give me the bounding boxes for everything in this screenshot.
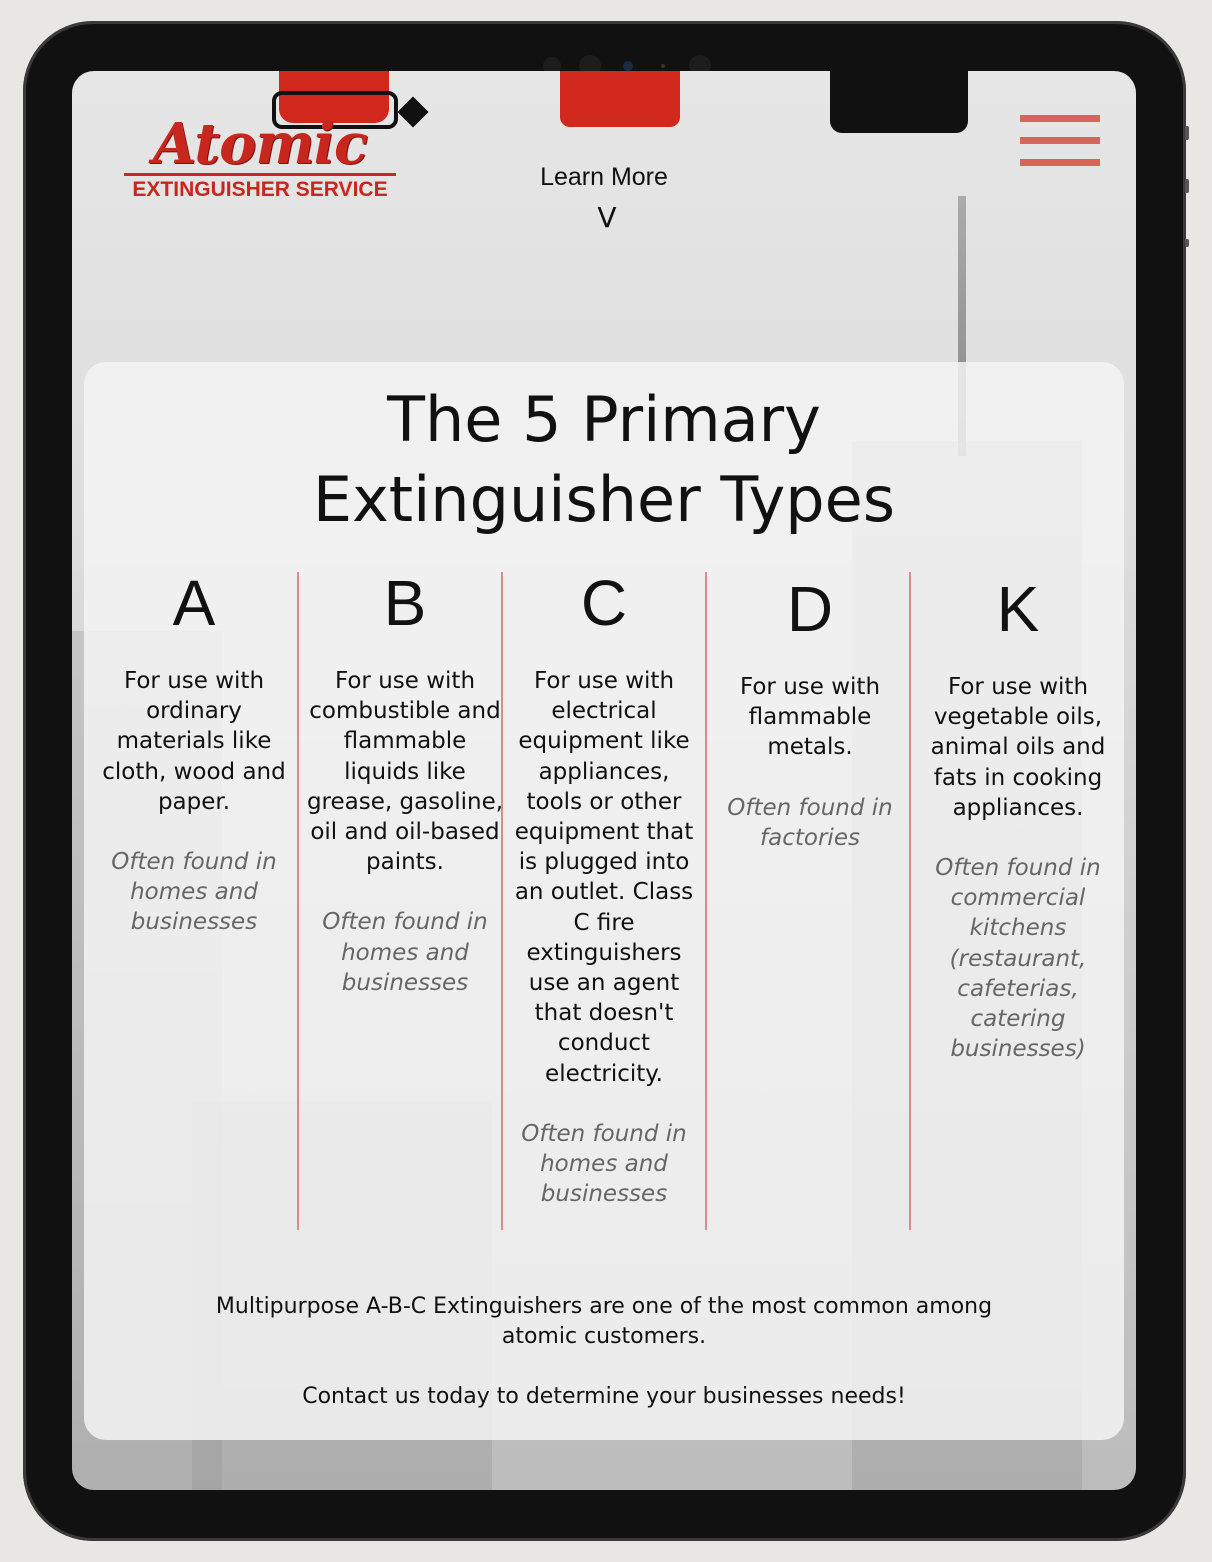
device-side-button (1185, 239, 1189, 247)
type-column-a (96, 568, 292, 938)
type-letter: K (996, 573, 1040, 645)
section-title (84, 380, 1124, 540)
footer-line-2: Contact us today to determine your businesses needs! (302, 1384, 906, 1409)
type-column-c (508, 568, 700, 1209)
device-side-button (1185, 126, 1189, 140)
column-divider (297, 572, 299, 1230)
extinguisher-nozzle (397, 96, 428, 127)
chevron-down-icon[interactable]: V (597, 201, 617, 234)
type-description: For use with vegetable oils, animal oils and fats in cooking appliances. (930, 674, 1106, 821)
type-column-d (718, 574, 902, 853)
footer-text (184, 1292, 1024, 1412)
type-column-k (920, 574, 1116, 1064)
extinguisher-image (830, 71, 968, 133)
type-found-in: Often found in homes and businesses (322, 909, 488, 996)
type-found-in: Often found in homes and businesses (521, 1120, 687, 1208)
footer-line-1: Multipurpose A-B-C Extinguishers are one of the most common among atomic customers. (215, 1294, 993, 1349)
type-description: For use with flammable metals. (739, 674, 881, 761)
column-divider (909, 572, 911, 1230)
logo-tagline: EXTINGUISHER SERVICE (124, 173, 396, 202)
type-found-in: Often found in commercial kitchens (restaurant, cafeterias, catering businesses) (935, 855, 1101, 1063)
type-description: For use with combustible and flammable liquids like grease, gasoline, oil and oil-based paints. (306, 668, 504, 876)
type-letter: A (172, 567, 216, 639)
type-found-in: Often found in homes and businesses (111, 849, 277, 936)
section-title-line1: The 5 Primary (387, 383, 821, 456)
screen (72, 71, 1136, 1490)
hamburger-icon[interactable] (1020, 115, 1100, 171)
type-description: For use with electrical equipment like appliances, tools or other equipment that is plugged into an outlet. Class C fire extinguishers use an agent that doesn't conduct electricity. (514, 668, 694, 1087)
type-description: For use with ordinary materials like cloth, wood and paper. (102, 668, 286, 815)
logo-wordmark: Atomic (152, 111, 368, 177)
type-column-b (306, 568, 504, 998)
type-found-in: Often found in factories (727, 794, 893, 851)
device-side-button (1185, 179, 1189, 193)
logo[interactable] (120, 111, 400, 203)
type-letter: C (580, 567, 628, 639)
type-letter: B (383, 567, 427, 639)
extinguisher-image (560, 71, 680, 127)
extinguisher-types-card (84, 362, 1124, 1440)
column-divider (705, 572, 707, 1230)
learn-more-link[interactable]: Learn More (540, 163, 668, 191)
section-title-line2: Extinguisher Types (312, 463, 896, 536)
type-letter: D (786, 573, 834, 645)
